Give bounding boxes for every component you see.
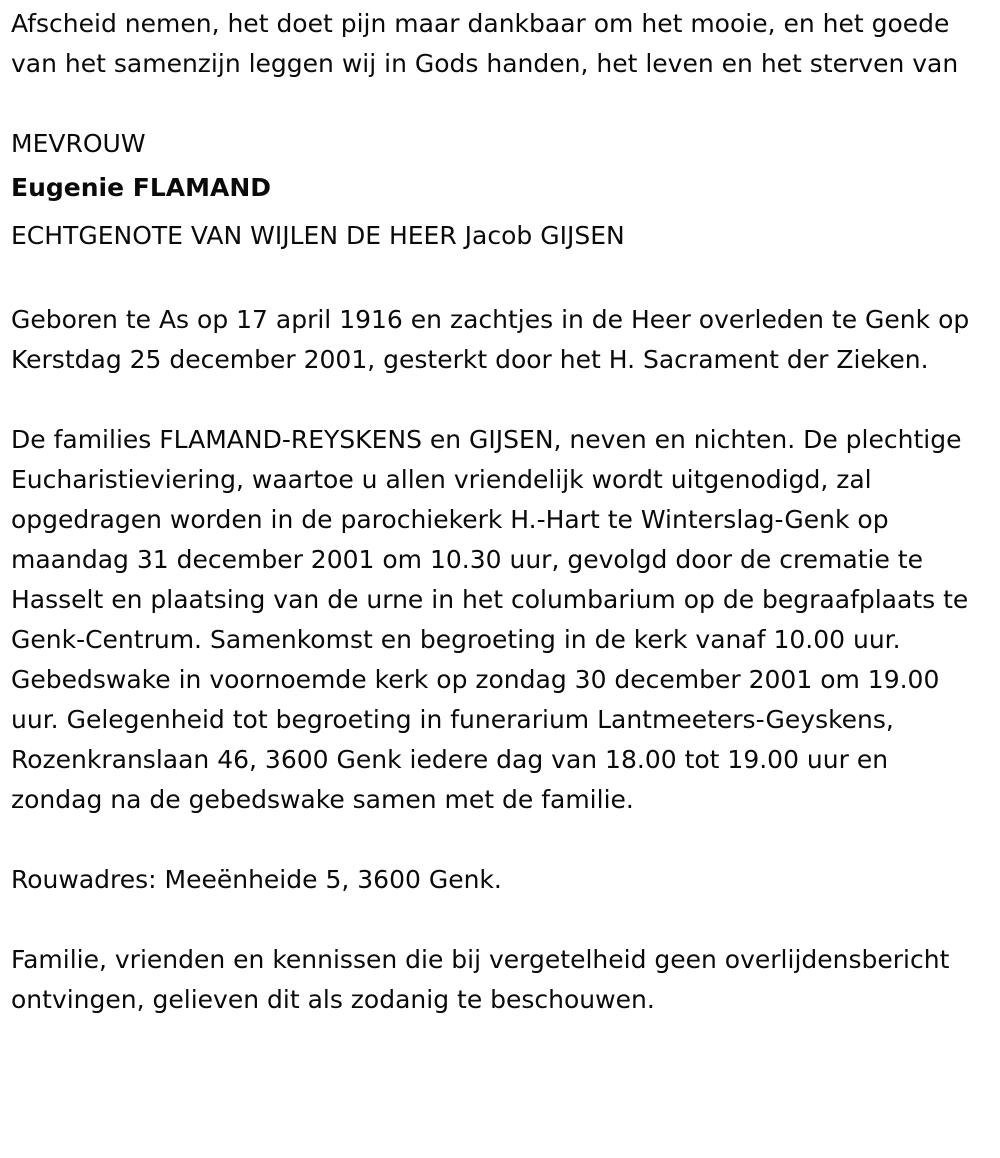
mourning-address: Rouwadres: Meeënheide 5, 3600 Genk. bbox=[11, 865, 502, 894]
spacer bbox=[11, 84, 986, 124]
spacer bbox=[11, 380, 986, 420]
spacer bbox=[11, 260, 986, 300]
honorific: MEVROUW bbox=[11, 129, 146, 158]
closing-paragraph: Familie, vrienden en kennissen die bij vergetelheid geen overlijdensbericht ontvingen, gelieven dit als zodanig te beschouwen. bbox=[11, 945, 950, 1014]
intro-paragraph: Afscheid nemen, het doet pijn maar dankbaar om het mooie, en het goede van het samenzijn leggen wij in Gods handen, het leven en het sterven van bbox=[11, 9, 959, 78]
ceremony-paragraph: De families FLAMAND-REYSKENS en GIJSEN, neven en nichten. De plechtige Eucharistieviering, waartoe u allen vriendelijk wordt uitgenodigd, zal opgedragen worden in de parochiekerk H.-Hart te Winterslag-Genk op maandag 31 december 2001 om 10.30 uur, gevolgd door de crematie te Hasselt en plaatsing van de urne in het columbarium op de begraafplaats te Genk-Centrum. Samenkomst en begroeting in de kerk vanaf 10.00 uur. Gebedswake in voornoemde kerk op zondag 30 december 2001 om 19.00 uur. Gelegenheid tot begroeting in funerarium Lantmeeters-Geyskens, Rozenkranslaan 46, 3600 Genk iedere dag van 18.00 tot 19.00 uur en zondag na de gebedswake samen met de familie. bbox=[11, 425, 969, 814]
birth-death-paragraph: Geboren te As op 17 april 1916 en zachtjes in de Heer overleden te Genk op Kerstdag 25 december 2001, gesterkt door het H. Sacrament der Zieken. bbox=[11, 305, 970, 374]
spacer bbox=[11, 900, 986, 940]
spacer bbox=[11, 820, 986, 860]
death-notice bbox=[11, 4, 986, 1020]
spouse-line: ECHTGENOTE VAN WIJLEN DE HEER Jacob GIJSEN bbox=[11, 221, 625, 250]
deceased-name: Eugenie FLAMAND bbox=[11, 173, 272, 202]
